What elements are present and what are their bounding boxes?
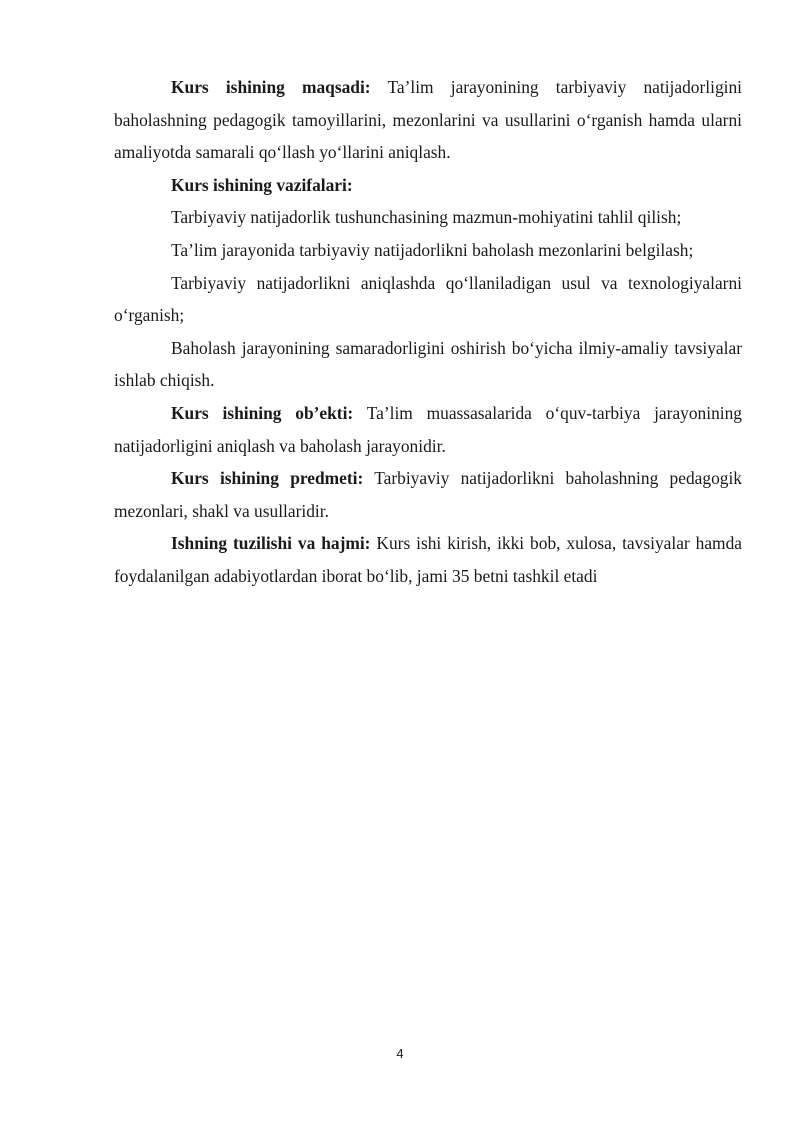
paragraph-task-4: [114, 332, 742, 397]
paragraph-text: Tarbiyaviy natijadorlik tushunchasining mazmun-mohiyatini tahlil qilish;: [171, 207, 682, 228]
paragraph-text: Tarbiyaviy natijadorlikni baholashning pedagogik mezonlari, shakl va usullaridir.: [114, 468, 742, 521]
paragraph-purpose: [114, 71, 742, 169]
paragraph-object: [114, 397, 742, 462]
paragraph-label: Kurs ishining predmeti:: [171, 468, 364, 489]
paragraph-label: Kurs ishining vazifalari:: [171, 174, 353, 195]
paragraph-task-3: [114, 267, 742, 332]
paragraph-label: Kurs ishining ob’ekti:: [171, 402, 354, 423]
paragraph-label: Ishning tuzilishi va hajmi:: [171, 533, 371, 554]
paragraph-text: Ta’lim jarayonining tarbiyaviy natijadorligini baholashning pedagogik tamoyillarini, mezonlarini va usullarini o‘rganish hamda ularni amaliyotda samarali qo‘llash yo‘llarini aniqlash.: [114, 77, 742, 163]
paragraph-task-1: [114, 201, 742, 234]
paragraph-text: Ta’lim jarayonida tarbiyaviy natijadorlikni baholash mezonlarini belgilash;: [171, 239, 694, 260]
paragraph-label: Kurs ishining maqsadi:: [171, 77, 371, 97]
paragraph-text: Tarbiyaviy natijadorlikni aniqlashda qo‘llaniladigan usul va texnologiyalarni o‘rganish;: [114, 272, 742, 326]
paragraph-text: Baholash jarayonining samaradorligini oshirish bo‘yicha ilmiy-amaliy tavsiyalar ishlab chiqish.: [114, 337, 742, 391]
paragraph-structure: [114, 527, 742, 592]
paragraph-subject: [114, 462, 742, 527]
paragraph-task-2: [114, 234, 742, 267]
paragraph-text: Ta’lim muassasalarida o‘quv-tarbiya jarayonining natijadorligini aniqlash va baholash jarayonidir.: [114, 402, 742, 456]
paragraph-tasks-heading: [114, 169, 742, 202]
document-body: [114, 71, 742, 593]
paragraph-text: Kurs ishi kirish, ikki bob, xulosa, tavsiyalar hamda foydalanilgan adabiyotlardan iborat bo‘lib, jami 35 betni tashkil etadi: [114, 533, 742, 586]
page-number: 4: [396, 1046, 404, 1061]
